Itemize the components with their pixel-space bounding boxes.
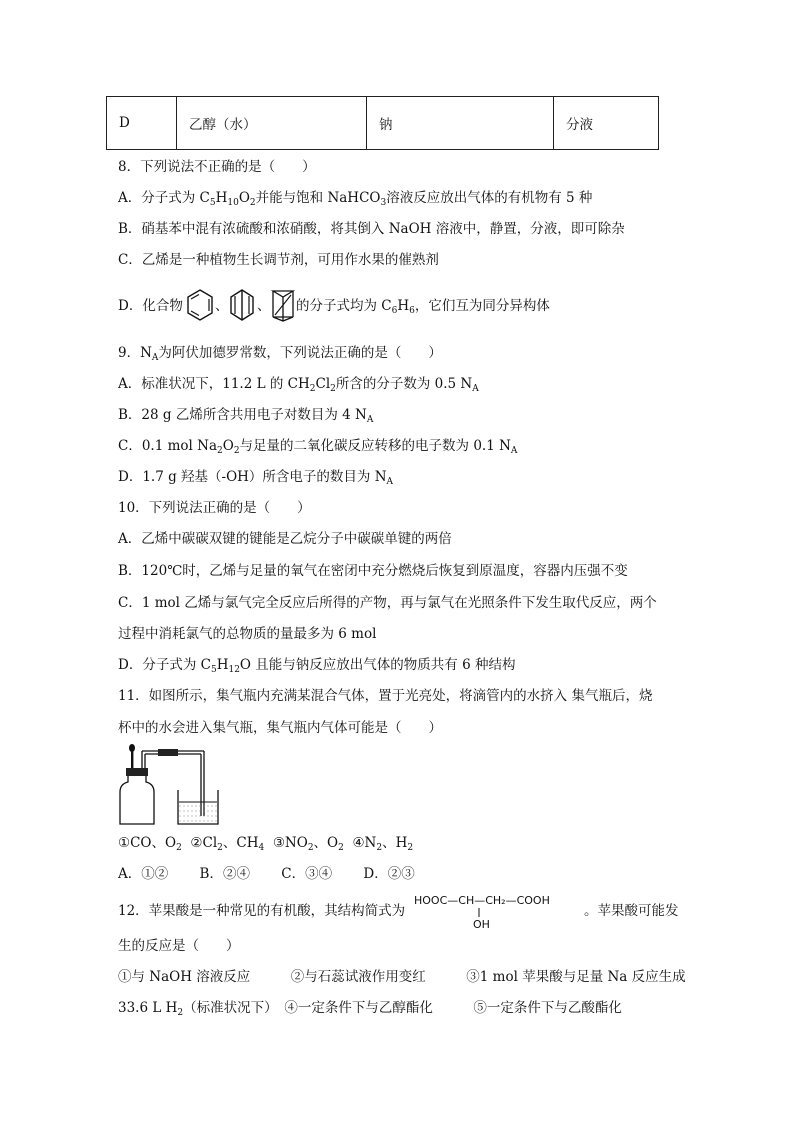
q8-option-d-text: 的分子式均为 $C_6H_6$，它们互为同分异构体: [296, 298, 550, 316]
table-cell: 钠: [367, 97, 554, 150]
q8-separator: 、: [215, 298, 229, 314]
q8-stem: 8．下列说法不正确的是（ ）: [118, 159, 316, 175]
q11-stem-line1: 11．如图所示，集气瓶内充满某混合气体，置于光亮处，将滴管内的水挤入 集气瓶后，烧: [118, 688, 653, 704]
q8-option-c: C．乙烯是一种植物生长调节剂，可用作水果的催熟剂: [118, 252, 439, 268]
q12-options-line2: 33.6 L $H_2$（标准状况下） ④一定条件下与乙醇酯化 ⑤一定条件下与乙酸酯化: [118, 1000, 622, 1018]
prismane-structure: [271, 287, 295, 323]
malic-acid-formula: [414, 890, 584, 932]
table-cell: D: [107, 97, 177, 150]
q9-option-c: C．0.1 mol $Na_2O_2$与足量的二氧化碳反应转移的电子数为 0.1 $N_A$: [118, 438, 518, 456]
q9-stem: 9．$N_A$为阿伏加德罗常数，下列说法正确的是（ ）: [118, 345, 442, 363]
dewar-benzene-structure: [229, 288, 255, 322]
q10-option-a: A．乙烯中碳碳双键的键能是乙烷分子中碳碳单键的两倍: [118, 531, 452, 547]
q8-option-a: A．分子式为 $C_5H_{10}O_2$并能与饱和 NaHCO$_3$溶液反应放出气体的有机物有 5 种: [118, 190, 593, 208]
q12-stem-line2: 生的反应是（ ）: [118, 938, 240, 954]
formula-oh: OH: [473, 918, 490, 931]
answer-table: [106, 96, 659, 150]
q11-answers: A．①② B．②④ C．③④ D．②③: [118, 866, 415, 882]
q9-option-d: D．1.7 g 羟基（-OH）所含电子的数目为 $N_A$: [118, 469, 394, 487]
q12-stem-line1-tail: 。苹果酸可能发: [584, 903, 679, 919]
q8-option-d-label: D．化合物: [118, 298, 183, 314]
q9-option-a: A．标准状况下，11.2 L 的 $CH_2Cl_2$所含的分子数为 0.5 $N_A$: [118, 376, 479, 394]
gas-bottle-apparatus: [116, 742, 226, 827]
q11-stem-line2: 杯中的水会进入集气瓶，集气瓶内气体可能是（ ）: [118, 720, 442, 736]
table-cell: 乙醇（水）: [177, 97, 367, 150]
formula-main: HOOC—CH—CH₂—COOH: [414, 894, 550, 907]
q10-option-c-line1: C．1 mol 乙烯与氯气完全反应后所得的产物，再与氯气在光照条件下发生取代反应，两个: [118, 595, 657, 611]
q9-option-b: B．28 g 乙烯所含共用电子对数目为 4 $N_A$: [118, 407, 374, 425]
q11-gas-choices: ①CO、$O_2$ $②Cl_2$、$CH_4$ $③NO_2$、$O_2$ $④N_2$、$H_2$: [118, 835, 414, 853]
q10-stem: 10．下列说法正确的是（ ）: [118, 500, 311, 516]
table-cell: 分液: [554, 97, 659, 150]
q10-option-d: D．分子式为 $C_5H_{12}O$ 且能与钠反应放出气体的物质共有 6 种结构: [118, 657, 516, 675]
table-row: [107, 97, 659, 150]
q10-option-b: B．120℃时，乙烯与足量的氧气在密闭中充分燃烧后恢复到原温度，容器内压强不变: [118, 563, 628, 579]
q10-option-c-line2: 过程中消耗氯气的总物质的量最多为 6 mol: [118, 626, 377, 642]
q8-option-b: B．硝基苯中混有浓硫酸和浓硝酸，将其倒入 NaOH 溶液中，静置，分液，即可除杂: [118, 221, 625, 237]
benzene-structure: [186, 288, 214, 322]
q8-separator: 、: [257, 298, 271, 314]
q12-stem-line1: 12．苹果酸是一种常见的有机酸，其结构简式为: [118, 903, 406, 919]
q12-options-line1: ①与 NaOH 溶液反应 ②与石蕊试液作用变红 ③1 mol 苹果酸与足量 Na 反应生成: [118, 969, 686, 985]
